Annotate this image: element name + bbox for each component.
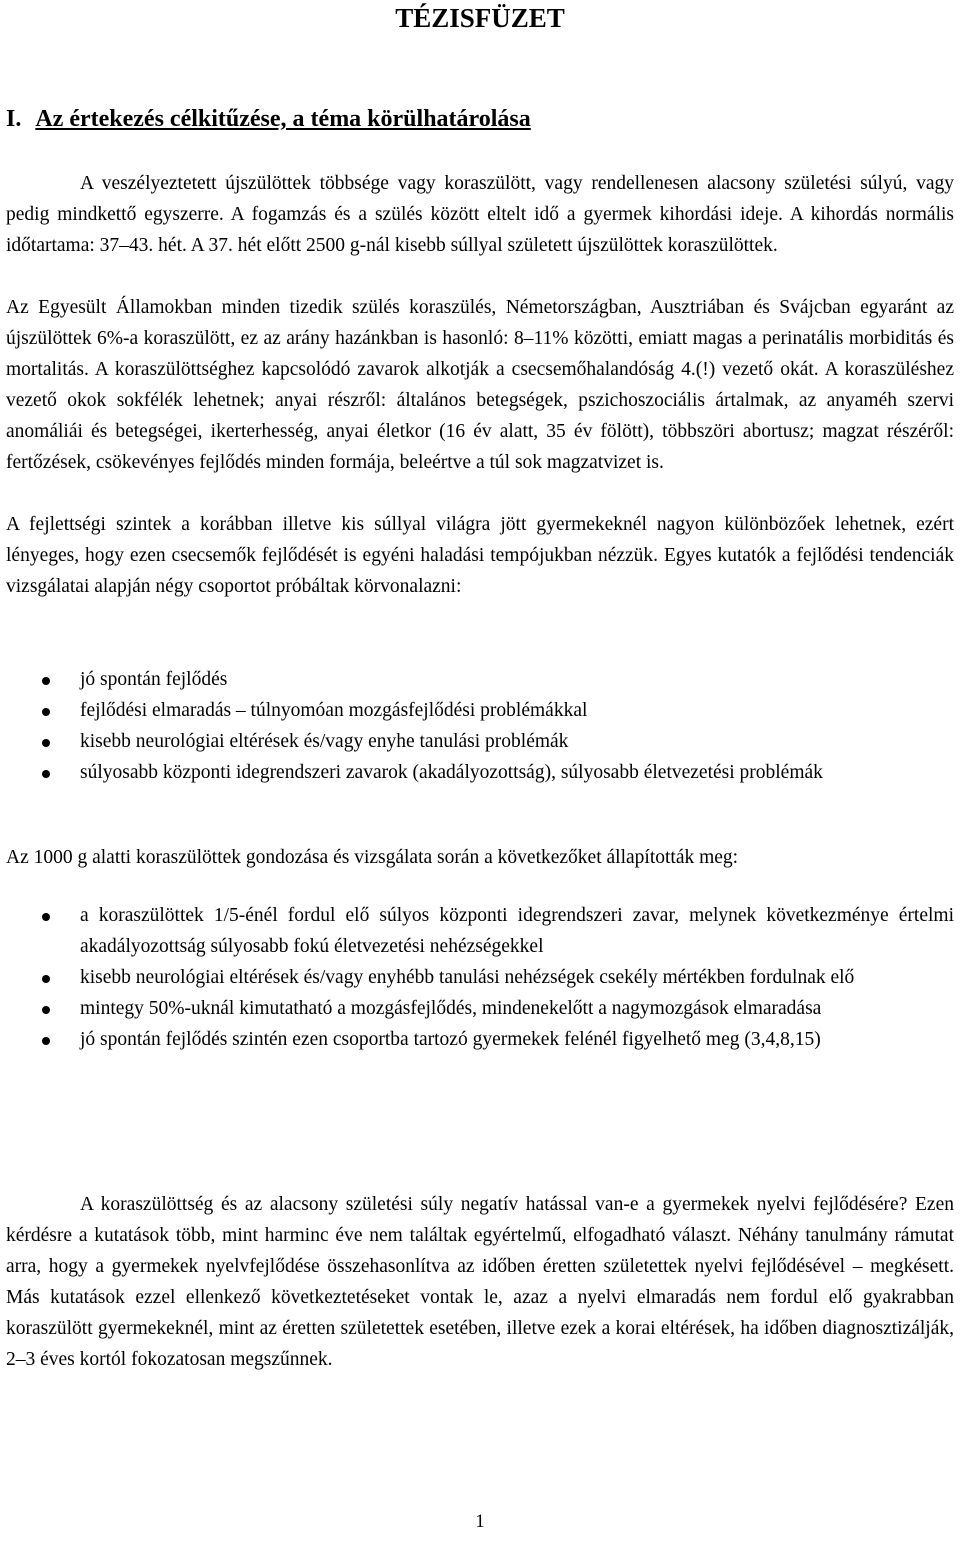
list-item: kisebb neurológiai eltérések és/vagy enyhébb tanulási nehézségek csekély mértékben fordulnak elő [0, 962, 960, 993]
page-number: 1 [475, 1511, 485, 1532]
section-title: Az értekezés célkitűzése, a téma körülhatárolása [35, 106, 531, 132]
bullet-icon [42, 913, 50, 921]
paragraph-statistics: Az Egyesült Államokban minden tizedik szülés koraszülés, Németországban, Ausztriában és Svájcban egyaránt az újszülöttek 6%-a koraszülött, ez az arány hazánkban is hasonló: 8–11% közötti, emiatt magas a perinatális morbiditás és mortalitás. A koraszülöttséghez kapcsolódó zavarok alkotják a csecsemőhalandóság 4.(!) vezető okát. A koraszüléshez vezető okok sokfélék lehetnek; anyai részről: általános betegségek, pszichoszociális ártalmak, az anyaméh szervi anomáliái és betegségei, ikerterhesség, anyai életkor (16 év alatt, 35 év fölött), többszöri abortusz; magzat részéről: fertőzések, csökevényes fejlődés minden formája, beleértve a túl sok magzatvizet is. [6, 297, 954, 473]
list-item: jó spontán fejlődés [0, 664, 960, 695]
list-item: kisebb neurológiai eltérések és/vagy enyhe tanulási problémák [0, 726, 960, 757]
paragraph-under-1000g: Az 1000 g alatti koraszülöttek gondozása és vizsgálata során a következőket állapították meg: [6, 847, 739, 868]
section-heading [6, 103, 531, 135]
findings-list [0, 900, 960, 1055]
bullet-icon [42, 677, 50, 685]
list-item: a koraszülöttek 1/5-énél fordul elő súlyos központi idegrendszeri zavar, melynek következménye értelmi akadályozottság súlyosabb fokú életvezetési nehézségekkel [0, 900, 960, 962]
paragraph-intro: A veszélyeztetett újszülöttek többsége vagy koraszülött, vagy rendellenesen alacsony születési súlyú, vagy pedig mindkettő egyszerre. A fogamzás és a szülés között eltelt idő a gyermek kihordási ideje. A kihordás normális időtartama: 37–43. hét. A 37. hét előtt 2500 g-nál kisebb súllyal született újszülöttek koraszülöttek. [6, 173, 954, 256]
section-number: I. [6, 106, 22, 132]
paragraph-language-development: A koraszülöttség és az alacsony születési súly negatív hatással van-e a gyermekek nyelvi fejlődésére? Ezen kérdésre a kutatások több, mint harminc éve nem találtak egyértelmű, elfogadható választ. Néhány tanulmány rámutat arra, hogy a gyermekek nyelvfejlődése összehasonlítva az időben éretten születettek nyelvi fejlődésével – megkésett. Más kutatások ezzel ellenkező következtetéseket vontak le, azaz a nyelvi elmaradás nem fordul elő gyakrabban koraszülött gyermekeknél, mint az éretten születettek esetében, illetve ezek a korai eltérések, ha időben diagnosztizálják, 2–3 éves kortól fokozatosan megszűnnek. [6, 1194, 954, 1370]
bullet-icon [42, 770, 50, 778]
paragraph-development-levels: A fejlettségi szintek a korábban illetve kis súllyal világra jött gyermekeknél nagyon különbözőek lehetnek, ezért lényeges, hogy ezen csecsemők fejlődését is egyéni haladási tempójukban nézzük. Egyes kutatók a fejlődési tendenciák vizsgálatai alapján négy csoportot próbáltak körvonalazni: [6, 514, 954, 597]
list-item: súlyosabb központi idegrendszeri zavarok (akadályozottság), súlyosabb életvezetési problémák [0, 757, 960, 788]
list-item: fejlődési elmaradás – túlnyomóan mozgásfejlődési problémákkal [0, 695, 960, 726]
bullet-icon [42, 739, 50, 747]
bullet-icon [42, 975, 50, 983]
list-item: jó spontán fejlődés szintén ezen csoportba tartozó gyermekek felénél figyelhető meg (3,4,8,15) [0, 1024, 960, 1055]
bullet-icon [42, 1006, 50, 1014]
list-item: mintegy 50%-uknál kimutatható a mozgásfejlődés, mindenekelőtt a nagymozgások elmaradása [0, 993, 960, 1024]
development-groups-list [0, 664, 960, 788]
bullet-icon [42, 708, 50, 716]
bullet-icon [42, 1037, 50, 1045]
document-title: TÉZISFÜZET [395, 3, 565, 33]
